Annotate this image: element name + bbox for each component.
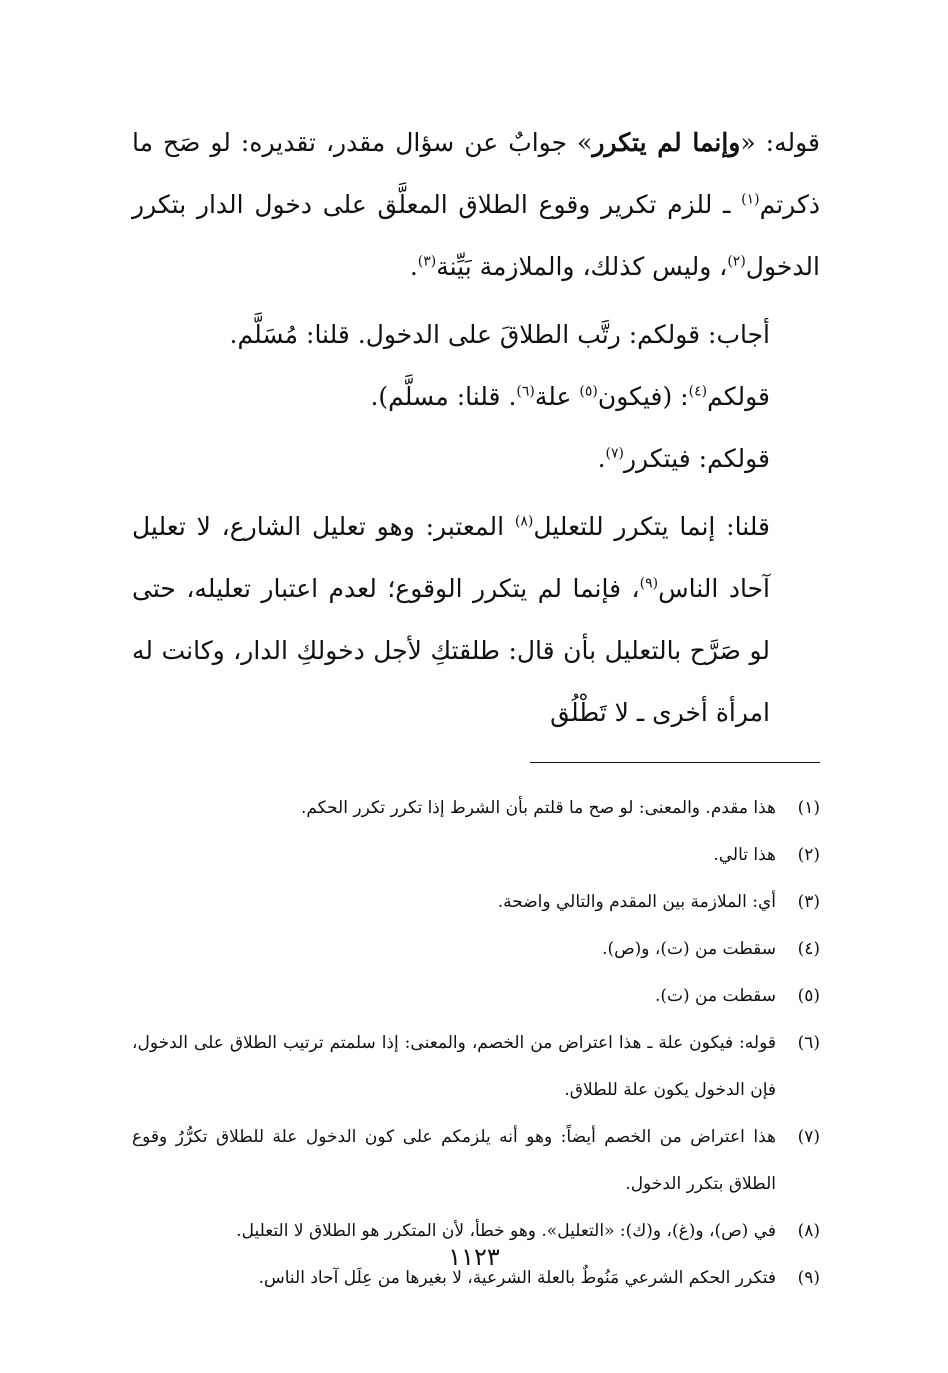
text-run: . قلنا: مسلَّم). [370,382,517,411]
footnote-item [132,1020,820,1114]
paragraph-5 [132,496,820,744]
footnote-text: سقطت من (ت). [654,986,776,1006]
footnote-ref-9: (٩) [639,575,659,592]
paragraph-4 [132,428,820,490]
footnote-item [132,926,820,973]
footnote-ref-8: (٨) [514,513,534,530]
text-run: . [409,252,418,281]
footnote-number: (٢) [797,845,820,865]
page-number: ١١٢٣ [448,1243,500,1271]
footnote-text: هذا اعتراض من الخصم أيضاً: وهو أنه يلزمكم على كون الدخول علة للطلاق تكرُّرُ وقوع الطلاق بتكرر الدخول. [132,1127,776,1194]
footnote-ref-5: (٥) [579,383,598,400]
footnote-item [132,973,820,1020]
footnote-text: فتكرر الحكم الشرعي مَنُوطٌ بالعلة الشرعية، لا بغيرها من عِلَل آحاد الناس. [258,1268,776,1288]
footnote-ref-7: (٧) [605,445,624,462]
paragraph-3 [132,366,820,428]
footnote-item [132,785,820,832]
text-run: قولكم [707,382,770,411]
footnotes [132,785,820,1302]
text-run: المعتبر: وهو تعليل الشارع، لا تعليل آحاد الناس [132,512,770,603]
footnote-ref-1: (١) [741,191,760,208]
footnote-ref-6: (٦) [516,383,535,400]
text-run: قوله: « [740,128,820,157]
text-run: قولكم: فيتكرر [623,444,770,473]
footnote-separator [530,762,820,763]
footnote-item [132,879,820,926]
text-run: » جوابٌ عن سؤال مقدر، تقديره: لو صَح ما ذكرتم [132,128,820,219]
footnote-number: (٤) [797,939,820,959]
footnote-text: سقطت من (ت)، و(ص). [602,939,776,959]
text-run: ، فإنما لم يتكرر الوقوع؛ لعدم اعتبار تعليله، حتى لو صَرَّح بالتعليل بأن قال: طلقتكِ لأجل دخولكِ الدار، وكانت له امرأة أخرى ـ لا تَطْلُق [132,574,770,727]
footnote-text: في (ص)، و(غ)، و(ك): «التعليل». وهو خطأ، لأن المتكرر هو الطلاق لا التعليل. [236,1221,776,1241]
footnote-item [132,832,820,879]
footnote-number: (٦) [797,1033,820,1053]
paragraph-1 [132,112,820,298]
text-run: قلنا: إنما يتكرر للتعليل [533,512,770,541]
footnote-number: (٣) [797,892,820,912]
paragraph-2: أجاب: قولكم: رتَّب الطلاقَ على الدخول. قلنا: مُسَلَّم. [229,320,770,349]
footnote-text: هذا تالي. [713,845,776,865]
footnote-text: أي: الملازمة بين المقدم والتالي واضحة. [497,892,776,912]
footnote-ref-2: (٢) [727,253,746,270]
text-run: علة [534,382,580,411]
footnote-number: (٩) [797,1268,820,1288]
main-text [132,112,820,744]
text-run: . [597,444,606,473]
footnote-text: قوله: فيكون علة ـ هذا اعتراض من الخصم، والمعنى: إذا سلمتم ترتيب الطلاق على الدخول، فإن الدخول يكون علة للطلاق. [132,1033,776,1100]
footnote-number: (٥) [797,986,820,1006]
footnote-item [132,1114,820,1208]
footnote-number: (٧) [797,1127,820,1147]
footnote-ref-3: (٣) [417,253,437,270]
text-run: ، وليس كذلك، والملازمة بَيِّنة [436,252,728,281]
footnote-text: هذا مقدم. والمعنى: لو صح ما قلتم بأن الشرط إذا تكرر تكرر الحكم. [300,798,776,818]
text-run: ـ للزم تكرير وقوع الطلاق المعلَّق على دخول الدار بتكرر الدخول [132,190,820,281]
text-run: : (فيكون [597,382,689,411]
footnote-number: (٨) [797,1221,820,1241]
footnote-ref-4: (٤) [688,383,708,400]
bold-quote: وإنما لم يتكرر [592,128,741,157]
footnote-number: (١) [797,798,820,818]
